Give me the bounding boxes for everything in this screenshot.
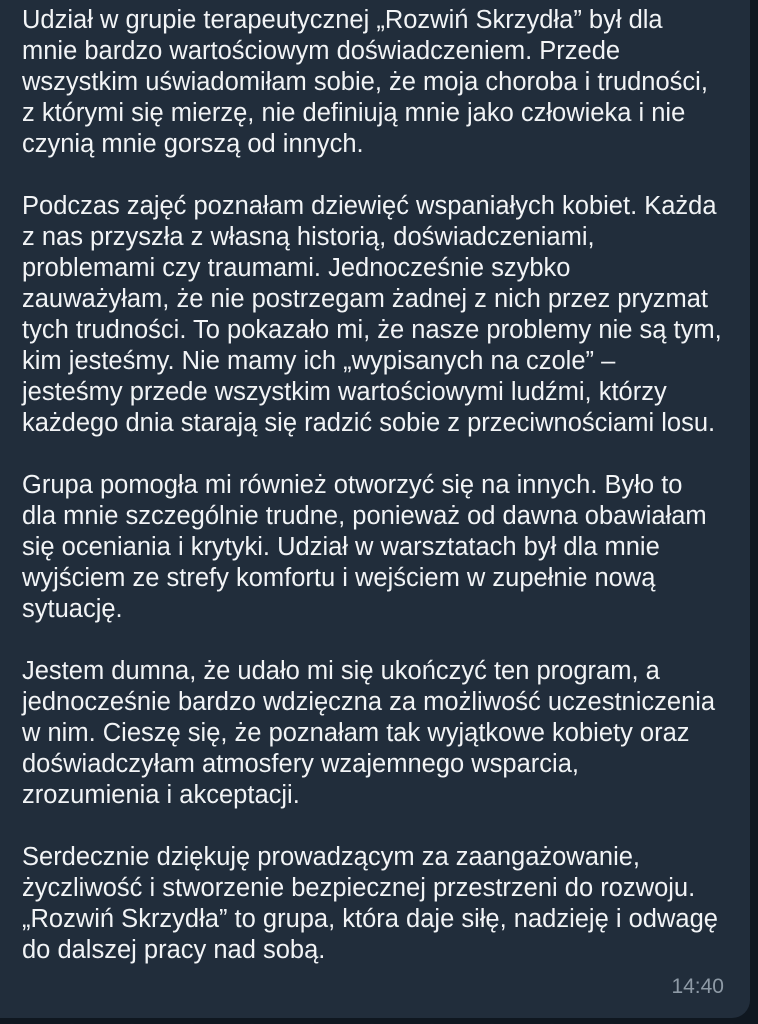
message-paragraph-3: Grupa pomogła mi również otworzyć się na innych. Było to dla mnie szczególnie trudne, ponieważ od dawna obawiałam się oceniania i krytyki. Udział w warsztatach był dla mnie wyjściem ze strefy komfortu i wejściem w zupełnie nową sytuację. xyxy=(22,471,707,623)
message-paragraph-4: Jestem dumna, że udało mi się ukończyć ten program, a jednocześnie bardzo wdzięczna za możliwość uczestniczenia w nim. Cieszę się, że poznałam tak wyjątkowe kobiety oraz doświadczyłam atmosfery wzajemnego wsparcia, zrozumienia i akceptacji. xyxy=(22,657,716,809)
message-timestamp: 14:40 xyxy=(671,975,724,998)
message-paragraph-5: Serdecznie dziękuję prowadzącym za zaangażowanie, życzliwość i stworzenie bezpiecznej przestrzeni do rozwoju. „Rozwiń Skrzydła” to grupa, która daje siłę, nadzieję i odwagę do dalszej pracy nad sobą. xyxy=(22,843,718,964)
message-paragraph-1: Udział w grupie terapeutycznej „Rozwiń Skrzydła” był dla mnie bardzo wartościowym doświadczeniem. Przede wszystkim uświadomiłam sobie, że moja choroba i trudności, z którymi się mierzę, nie definiują mnie jako człowieka i nie czynią mnie gorszą od innych. xyxy=(22,6,708,158)
message-paragraph-2: Podczas zajęć poznałam dziewięć wspaniałych kobiet. Każda z nas przyszła z własną historią, doświadczeniami, problemami czy traumami. Jednocześnie szybko zauważyłam, że nie postrzegam żadnej z nich przez pryzmat tych trudności. To pokazało mi, że nasze problemy nie są tym, kim jesteśmy. Nie mamy ich „wypisanych na czole” – jesteśmy przede wszystkim wartościowymi ludźmi, którzy każdego dnia starają się radzić sobie z przeciwnościami losu. xyxy=(22,192,722,437)
